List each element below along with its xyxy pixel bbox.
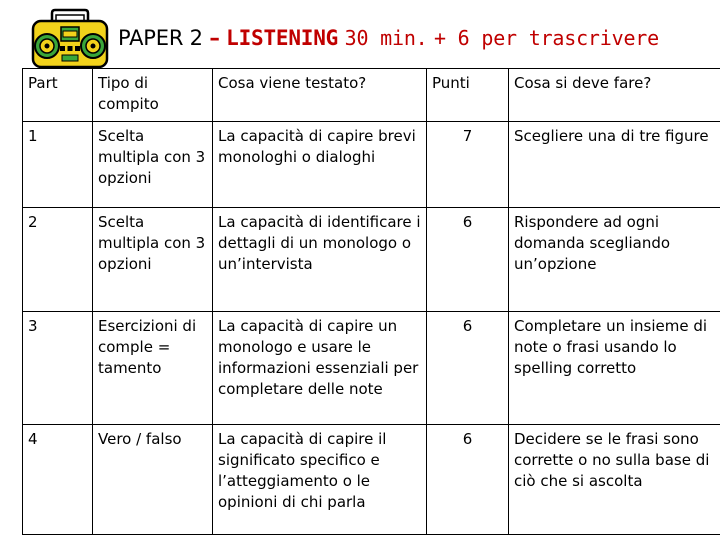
header-part: Part <box>23 69 93 122</box>
cell-task: Scelta multipla con 3 opzioni <box>93 122 213 208</box>
cell-points: 7 <box>427 122 509 208</box>
cell-tested: La capacità di capire il significato specifico e l’atteggiamento o le opinioni di chi parla <box>213 425 427 535</box>
table-row <box>23 122 720 208</box>
cell-todo: Decidere se le frasi sono corrette o no sulla base di ciò che si ascolta <box>509 425 720 535</box>
table-row <box>23 208 720 312</box>
cell-todo: Completare un insieme di note o frasi usando lo spelling corretto <box>509 312 720 425</box>
title-extra: + 6 per trascrivere <box>434 26 659 50</box>
header <box>0 0 720 72</box>
cell-part: 3 <box>23 312 93 425</box>
exam-table <box>22 68 720 535</box>
cell-tested: La capacità di capire brevi monologhi o dialoghi <box>213 122 427 208</box>
header-tested: Cosa viene testato? <box>213 69 427 122</box>
cell-part: 2 <box>23 208 93 312</box>
table-row <box>23 425 720 535</box>
title-paper: PAPER 2 <box>118 26 203 50</box>
cell-points: 6 <box>427 312 509 425</box>
cell-todo: Scegliere una di tre figure <box>509 122 720 208</box>
cell-tested: La capacità di identificare i dettagli di un monologo o un’intervista <box>213 208 427 312</box>
cell-points: 6 <box>427 208 509 312</box>
cell-todo: Rispondere ad ogni domanda scegliando un’opzione <box>509 208 720 312</box>
table-row <box>23 312 720 425</box>
cell-part: 1 <box>23 122 93 208</box>
cell-tested: La capacità di capire un monologo e usare le informazioni essenziali per completare delle note <box>213 312 427 425</box>
header-todo: Cosa si deve fare? <box>509 69 720 122</box>
header-task: Tipo di compito <box>93 69 213 122</box>
cell-part: 4 <box>23 425 93 535</box>
boombox-icon <box>30 8 110 70</box>
table-header-row <box>23 69 720 122</box>
title-section: LISTENING <box>226 26 339 50</box>
header-points: Punti <box>427 69 509 122</box>
cell-task: Scelta multipla con 3 opzioni <box>93 208 213 312</box>
title-dash: – <box>209 26 220 50</box>
cell-task: Vero / falso <box>93 425 213 535</box>
cell-task: Esercizioni di comple = tamento <box>93 312 213 425</box>
title-duration: 30 min. <box>344 26 428 50</box>
page-title <box>118 26 659 50</box>
cell-points: 6 <box>427 425 509 535</box>
